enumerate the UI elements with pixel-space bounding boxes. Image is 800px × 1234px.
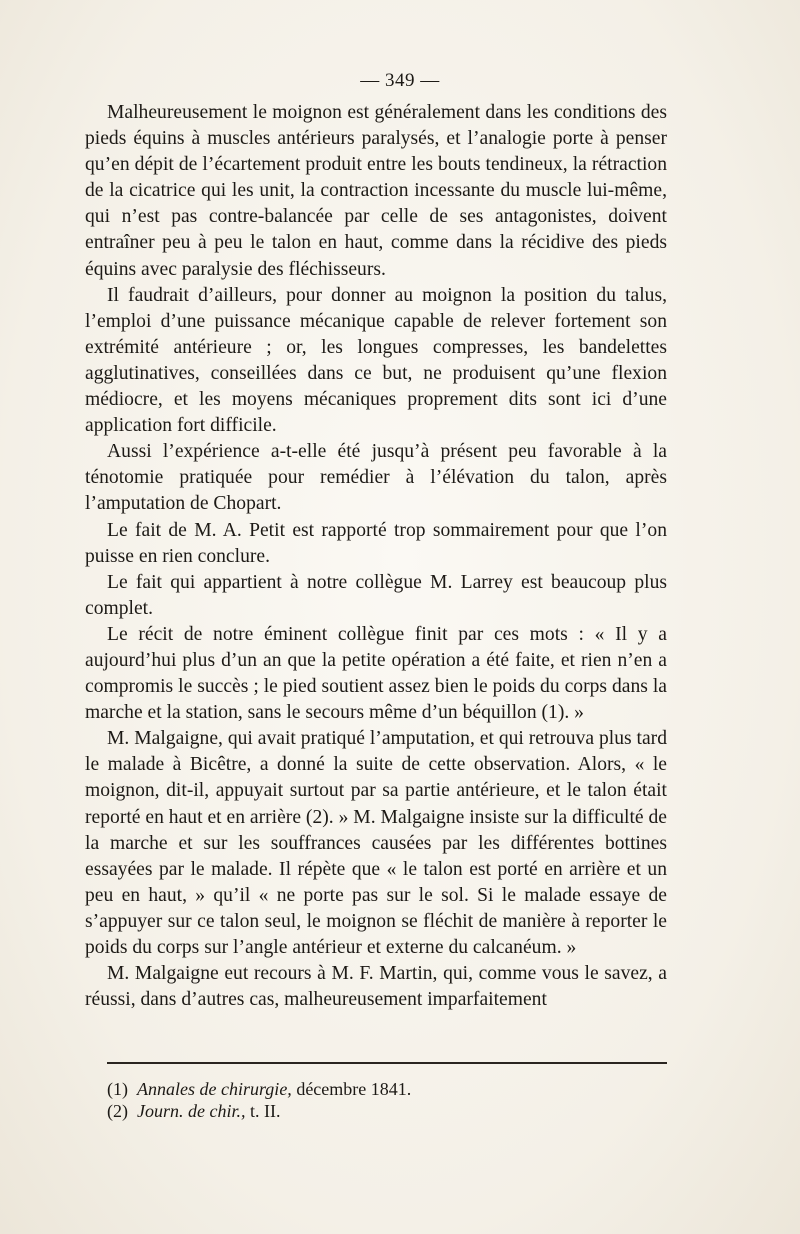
footnote-divider (107, 1062, 667, 1064)
paragraph: Il faudrait d’ailleurs, pour donner au moignon la position du talus, l’emploi d’une puissance mécanique capable de relever fortement son extrémité antérieure ; or, les longues compresses, les bandelettes agglutinatives, conseillées dans ce but, ne produisent qu’une flexion médiocre, et les moyens mécaniques proprement dits sont ici d’une application fort difficile. (85, 284, 667, 437)
paragraph: Le fait de M. A. Petit est rapporté trop sommairement pour que l’on puisse en rien conclure. (85, 519, 667, 567)
footnote (107, 1100, 667, 1122)
paragraph: Le fait qui appartient à notre collègue M. Larrey est beaucoup plus complet. (85, 571, 667, 619)
paragraph: M. Malgaigne eut recours à M. F. Martin, qui, comme vous le savez, a réussi, dans d’autres cas, malheureusement imparfaitement (85, 963, 667, 1011)
paragraph: Malheureusement le moignon est généralement dans les conditions des pieds équins à muscles antérieurs paralysés, et l’analogie porte à penser qu’en dépit de l’écartement produit entre les bouts tendineux, la rétraction de la cicatrice qui les unit, la contraction incessante du muscle lui-même, qui n’est pas contre-balancée par celle de ses antagonistes, doivent entraîner peu à peu le talon en haut, comme dans la récidive des pieds équins avec paralysie des fléchisseurs. (85, 102, 667, 280)
footnote (107, 1078, 667, 1100)
paragraph: Aussi l’expérience a-t-elle été jusqu’à présent peu favorable à la ténotomie pratiquée pour remédier à l’élévation du talon, après l’amputation de Chopart. (85, 441, 667, 515)
footnote-source: Annales de chirurgie, (137, 1079, 292, 1099)
footnote-number: (1) (107, 1079, 128, 1099)
footnote-source: Journ. de chir., (137, 1101, 246, 1121)
footnote-detail: t. II. (245, 1101, 281, 1121)
page-number: — 349 — (360, 70, 440, 91)
paragraph: Le récit de notre éminent collègue finit par ces mots : « Il y a aujourd’hui plus d’un an que la petite opération a été faite, et rien n’en a compromis le succès ; le pied soutient assez bien le poids du corps dans la marche et la station, sans le secours même d’un béquillon (1). » (85, 623, 667, 724)
body-text (85, 100, 667, 1013)
footnote-number: (2) (107, 1101, 128, 1121)
paragraph: M. Malgaigne, qui avait pratiqué l’amputation, et qui retrouva plus tard le malade à Bicêtre, a donné la suite de cette observation. Alors, « le moignon, dit-il, appuyait surtout par sa partie antérieure, et le talon était reporté en haut et en arrière (2). » M. Malgaigne insiste sur la difficulté de la marche et sur les souffrances causées par les différentes bottines essayées par le malade. Il répète que « le talon est porté en arrière et un peu en haut, » qu’il « ne porte pas sur le sol. Si le malade essaye de s’appuyer sur ce talon seul, le moignon se fléchit de manière à reporter le poids du corps sur l’angle antérieur et externe du calcanéum. » (85, 728, 667, 958)
footnotes (107, 1078, 667, 1122)
footnote-detail: décembre 1841. (291, 1079, 412, 1099)
